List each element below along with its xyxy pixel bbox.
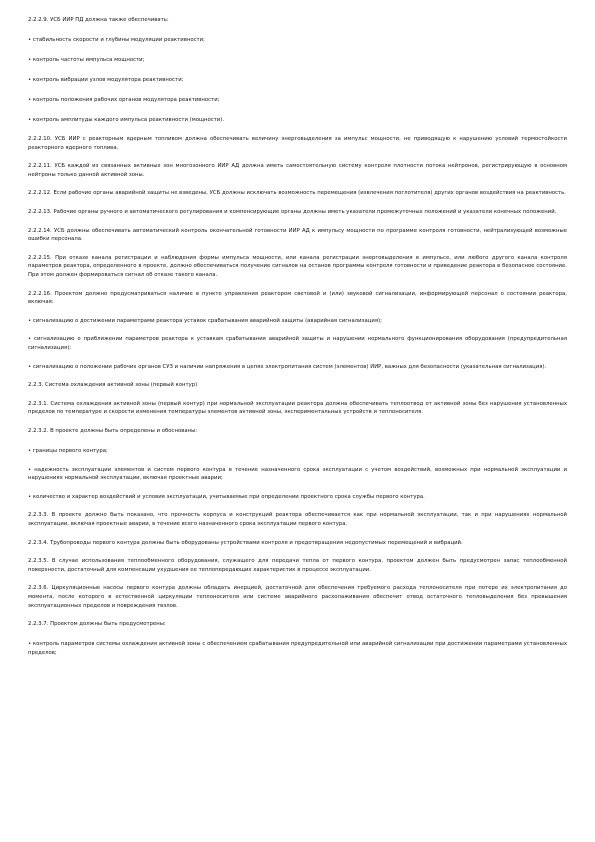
paragraph: 2.2.3.5. В случае использования теплообменного оборудования, служащего для передачи тепла от первого контура, проектом должен быть предусмотрен запас теплообменной поверхности, достаточный для компенсации ухудшения ее теплопередающих характеристик в процессе эксплуатации.: [28, 558, 567, 573]
paragraph-spacer: [28, 501, 567, 511]
bullet-item: • сигнализацию о приближении параметров реактора к уставкам срабатывания аварийной защиты и нарушении нормального функционирования оборудования (предупредительная сигнализация);: [28, 336, 567, 351]
bullet-item: • контроль параметров системы охлаждения активной зоны с обеспечением срабатывания предупредительной или аварийной сигнализации при достижении параметрами установленных пределов;: [28, 641, 567, 656]
paragraph-spacer: [28, 198, 567, 208]
paragraph-spacer: [28, 417, 567, 427]
paragraph-spacer: [28, 483, 567, 493]
paragraph-spacer: [28, 45, 567, 57]
paragraph-spacer: [28, 152, 567, 162]
bullet-item: • сигнализацию о положении рабочих органов СУЗ и наличии напряжения в цепях электропитания систем (элементов) ИИР, важных для безопасности (указательная сигнализация).: [28, 363, 547, 370]
paragraph: 2.2.2.13. Рабочие органы ручного и автоматического регулирования и компенсирующие органы должны иметь указатели промежуточных положений и указатели конечных положений.: [28, 209, 557, 216]
paragraph: 2.2.3.4. Трубопроводы первого контура должны быть оборудованы устройствами контроля и предотвращения недопустимых перемещений и вибраций.: [28, 539, 463, 546]
paragraph-spacer: [28, 436, 567, 448]
paragraph-spacer: [28, 610, 567, 620]
paragraph-spacer: [28, 25, 567, 37]
paragraph-spacer: [28, 125, 567, 135]
bullet-item: • контроль вибрации узлов модулятора реактивности;: [28, 77, 184, 84]
paragraph-spacer: [28, 85, 567, 97]
bullet-item: • стабильность скорости и глубины модуляции реактивности;: [28, 37, 205, 44]
paragraph-spacer: [28, 629, 567, 641]
paragraph: 2.2.3.7. Проектом должны быть предусмотрены:: [28, 621, 166, 628]
paragraph: 2.2.3. Система охлаждения активной зоны (первый контур): [28, 382, 198, 389]
paragraph: 2.2.2.14. УСБ должны обеспечивать автоматический контроль окончательной готовности ИИР АД к импульсу мощности по программе контроля готовности, нейтрализующей возможные ошибки персонала.: [28, 227, 567, 243]
paragraph-spacer: [28, 65, 567, 77]
bullet-item: • контроль частоты импульса мощности;: [28, 57, 145, 64]
paragraph-spacer: [28, 179, 567, 189]
paragraph: 2.2.3.3. В проекте должно быть показано, что прочность корпуса и конструкций реактора обеспечивается как при нормальной эксплуатации, так и при нарушениях нормальной эксплуатации, включая проектные аварии, в течение всего назначенного срока эксплуатации первого контура.: [28, 512, 567, 527]
paragraph-spacer: [28, 456, 567, 466]
paragraph-spacer: [28, 325, 567, 335]
paragraph-spacer: [28, 574, 567, 584]
paragraph-spacer: [28, 280, 567, 290]
paragraph-spacer: [28, 217, 567, 227]
paragraph: 2.2.2.15. При отказе канала регистрации и наблюдения формы импульса мощности, или канала регистрации энерговыделения в импульсе, или любого другого канала контроля параметров реактора, определенного в проекте, должно обеспечиваться получение сигналов на останов программы контроля готовности и приведение реактора в безопасное состояние. При этом должен формироваться сигнал об отказе такого канала.: [28, 254, 567, 278]
paragraph: 2.2.2.16. Проектом должно предусматриваться наличие в пункте управления реактором световой и (или) звуковой сигнализации, информирующей персонал о состоянии реактора, включая:: [28, 290, 567, 306]
paragraph: 2.2.2.11. УСБ каждой из связанных активных зон многозонного ИИР АД должна иметь самостоятельную систему контроля плотности потока нейтронов, регистрирующую в основном нейтроны только данной активной зоны.: [28, 163, 567, 178]
paragraph: 2.2.3.2. В проекте должны быть определены и обоснованы:: [28, 427, 198, 434]
paragraph-spacer: [28, 371, 567, 381]
bullet-item: • контроль амплитуды каждого импульса реактивности (мощности).: [28, 117, 225, 124]
paragraph-spacer: [28, 307, 567, 317]
bullet-item: • сигнализацию о достижении параметрами реактора уставок срабатывания аварийной защиты (аварийная сигнализация);: [28, 317, 382, 324]
paragraph: 2.2.3.6. Циркуляционные насосы первого контура должны обладать инерцией, достаточной для обеспечения требуемого расхода теплоносителя при потере их электропитания до момента, после которого в естественной циркуляции теплоносителя или системе аварийного расхолаживания обеспечит отвод остаточного тепловыделения без превышения эксплуатационных пределов и повреждения твэлов.: [28, 585, 567, 609]
bullet-item: • надежность эксплуатации элементов и систем первого контура в течение назначенного срока эксплуатации с учетом воздействий, возможных при нормальной эксплуатации и нарушениях нормальной эксплуатации, включая проектные аварии;: [28, 466, 567, 482]
bullet-item: • границы первого контура;: [28, 448, 108, 455]
paragraph: 2.2.2.10. УСБ ИИР с реакторным ядерным топливом должна обеспечивать величину энерговыделения за импульс мощности, не приводящую к нарушению условий термостойкости реакторного ядерного топлива.: [28, 136, 567, 151]
paragraph: 2.2.2.9. УСБ ИИР ПД должна также обеспечивать:: [28, 17, 169, 23]
paragraph-spacer: [28, 353, 567, 363]
paragraph-spacer: [28, 547, 567, 557]
paragraph-spacer: [28, 390, 567, 400]
paragraph-spacer: [28, 529, 567, 539]
bullet-item: • количество и характер воздействий и условия эксплуатации, учитываемые при определении проектного срока службы первого контура.: [28, 493, 425, 500]
paragraph: 2.2.2.12. Если рабочие органы аварийной защиты не взведены, УСБ должны исключать возможность перемещения (извлечения поглотителя) других органов воздействия на реактивность.: [28, 190, 566, 197]
paragraph-spacer: [28, 244, 567, 254]
paragraph: 2.2.3.1. Система охлаждения активной зоны (первый контур) при нормальной эксплуатации реактора должна обеспечивать теплоотвод от активной зоны без нарушения установленных пределов по температуре и скорости изменения температуры элементов активной зоны, экспериментальных устройств и теплоносителя.: [28, 400, 567, 416]
paragraph-spacer: [28, 105, 567, 117]
bullet-item: • контроль положения рабочих органов модулятора реактивности;: [28, 97, 220, 104]
